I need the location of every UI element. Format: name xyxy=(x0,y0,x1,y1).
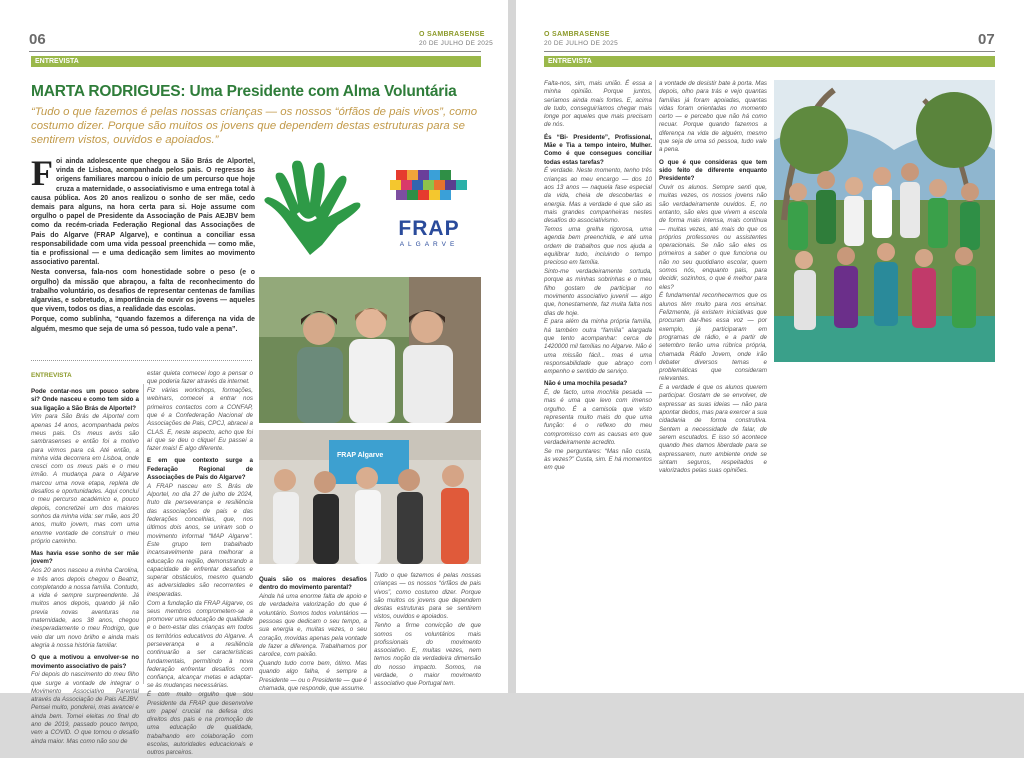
masthead-title: O SAMBRASENSE xyxy=(544,31,610,38)
text-column-3 xyxy=(259,572,367,690)
text-column-1 xyxy=(544,80,652,472)
masthead xyxy=(419,30,493,48)
answer-paragraph: Ainda há uma enorme falta de apoio e de verdadeira valorização do que é voluntário. Somos todos voluntários — pessoas que dedicam o seu tempo, a sua energia e, muitas vezes, o seu coração, movidas apenas pela vontade de fazer a diferença. Trabalhamos por carolice, com paixão. xyxy=(259,593,367,659)
answer-paragraph: Se me perguntares: “Mas não custa, às vezes?” Custa, sim. E há momentos em que xyxy=(544,447,652,472)
frap-logo-grid xyxy=(386,168,472,210)
section-bar: ENTREVISTA xyxy=(544,56,995,67)
page-right xyxy=(516,0,1024,693)
column-label: ENTREVISTA xyxy=(31,372,72,379)
section-bar: ENTREVISTA xyxy=(31,56,481,67)
rule xyxy=(544,51,995,52)
answer-paragraph: Tudo o que fazemos é pelas nossas crianças — os nossos “órfãos de pais vivos”, como costumo dizer. Porque são muitos os jovens que dependem destas estruturas para se sentirem vistos, ouvidos e apoiados. xyxy=(374,572,481,621)
answer-paragraph: É, de facto, uma mochila pesada — mas é uma que levo com imenso orgulho. É a camisola que visto representa muito mais do que uma função: é o reflexo do meu compromisso com as causas em que verdadeiramente acredito. xyxy=(544,389,652,446)
intro-text xyxy=(31,153,255,335)
frap-logo xyxy=(386,168,472,264)
frap-logo-text: FRAP xyxy=(398,217,460,240)
photo-youth-group xyxy=(774,80,995,362)
photo-banner-text: FRAP Algarve xyxy=(337,452,384,459)
text-column-4 xyxy=(374,572,481,690)
text-column-2 xyxy=(147,370,253,757)
intro-paragraph: Porque, como sublinha, “quando fazemos a diferença na vida de alguém, mesmo que seja de uma só pessoa, tudo vale a pena”. xyxy=(31,316,255,333)
column-rule xyxy=(655,80,656,364)
divider xyxy=(31,360,252,361)
page-left xyxy=(0,0,508,757)
question: O que é que consideras que tem sido feito de diferente enquanto Presidente? xyxy=(659,158,767,183)
article-title: MARTA RODRIGUES: Uma Presidente com Alma Voluntária xyxy=(31,83,457,100)
answer-paragraph: É verdade. Neste momento, tenho três crianças ao meu encargo — dos 10 aos 13 anos — naquela fase especial da vida, cheia de descobertas e energia. Mas a verdade é que são as mais grandes companheiras nestes desafios do associativismo. xyxy=(544,167,652,225)
frap-logo-sub: ALGARVE xyxy=(399,241,459,248)
answer-paragraph: estar quieta comecei logo a pensar o que poderia fazer através da internet. xyxy=(147,370,253,386)
answer-paragraph: Tenho a firme convicção de que somos os voluntários mais profissionais do movimento associativo. E, muitas vezes, nem temos noção da verdadeira dimensão do nosso impacto. Somos, na verdade, o maior movimento associativo que Portugal tem. xyxy=(374,622,481,688)
hand-logo xyxy=(258,155,370,265)
question: Quais são os maiores desafios dentro do movimento parental? xyxy=(259,576,367,592)
answer-paragraph: Falta-nos, sim, mais união. É essa a minha opinião. Porque juntos, seríamos ainda mais fortes. E, acima de tudo, conseguiríamos chegar mais longe por aqueles que mais precisam de nós. xyxy=(544,80,652,129)
masthead xyxy=(544,30,618,48)
intro-paragraph: Nesta conversa, fala-nos com honestidade sobre o peso (e o orgulho) da missão que abraçou, a falta de reconhecimento do trabalho voluntário, os desafios de representar centenas de famílias algarvias, e sobretudo, a importância de ouvir os jovens — aqueles que vivem, todos os dias, a realidade das escolas. xyxy=(31,269,255,314)
masthead-date: 20 DE JULHO DE 2025 xyxy=(419,40,493,47)
column-rule xyxy=(370,572,371,684)
answer-paragraph: E para além da minha própria família, há também outra “família” alargada que tento acompanhar: cerca de 1420000 mil famílias no Algarve. Não é uma missão fácil... mas é uma responsabilidade que abraço com empenho e sentido de serviço. xyxy=(544,318,652,376)
question: E em que contexto surge a Federação Regional de Associações de Pais do Algarve? xyxy=(147,457,253,482)
answer-paragraph: Temos uma grelha rigorosa, uma agenda bem preenchida, e até uma ordem de trabalhos que nos ajuda a equilibrar tudo, incluindo o tempo precioso em família. xyxy=(544,226,652,267)
answer-paragraph: Fiz várias workshops, formações, webinars, comecei a entrar nos primeiros contactos com a CONFAP, que é a Confederação Nacional de Associações de Pais, CPCJ, abracei a CLAS. E, neste aspecto, acho que foi aí que se deu o clique! Eu passei a fazer mais! E algo diferente. xyxy=(147,387,253,453)
dropcap: F xyxy=(31,153,53,193)
page-number: 06 xyxy=(29,31,46,48)
answer-paragraph: É fundamental reconhecermos que os alunos têm muito para nos ensinar. Felizmente, já existem iniciativas que procuram dar-lhes essa voz — por exemplo, já participaram em programas de rádio, e a partir de setembro terão uma rúbrica própria, chamada Rádio Jovem, onde irão debater diversos temas e problemáticas que consideram relevantes. xyxy=(659,292,767,383)
answer-paragraph: Foi depois do nascimento do meu filho que surge a vontade de integrar o Movimento Associativo Parental através da Associação de Pais AEJBV. Pensei muito, ponderei, mas avancei e ainda bem. Tomei eleitas no final do ano de 2019, passado pouco tempo, vem a COVID. O que tornou o desafio ainda maior. Mas como não sou de xyxy=(31,671,139,745)
answer-paragraph: É com muito orgulho que sou Presidente da FRAP que desenvolve um papel crucial na defesa dos direitos dos pais e na promoção de uma educação de qualidade, trabalhando em colaboração com escolas, autoridades educacionais e outros parceiros. xyxy=(147,691,253,757)
answer-paragraph: a vontade de desistir bate à porta. Mas depois, olho para trás e vejo quantas famílias já foram apoiadas, quantas vidas foram orientadas no momento certo — e percebo que não há como recuar. Porque quando fazemos a diferença na vida de alguém, mesmo que seja de uma só pessoa, tudo vale a pena. xyxy=(659,80,767,154)
answer-paragraph: E a verdade é que os alunos querem participar. Gostam de se envolver, de expressar as suas ideias — não para apontar dedos, mas para exercer a sua cidadania de forma construtiva. Sentem a necessidade de falar, de serem escutados. E isso só acontece quando lhes damos liberdade para se expressarem, num ambiente onde se sintam seguros, respeitados e valorizados pelas suas opiniões. xyxy=(659,384,768,475)
text-column-2 xyxy=(659,80,768,475)
question: És “Bi- Presidente”, Profissional, Mãe e Tia a tempo inteiro, Mulher. Como é que consegues conciliar todas estas tarefas? xyxy=(544,133,652,166)
masthead-date: 20 DE JULHO DE 2025 xyxy=(544,40,618,47)
article-lead: “Tudo o que fazemos é pelas nossas crianças — os nossos “órfãos de pais vivos”, como costumo dizer. Porque são muitos os jovens que dependem destas estruturas para se sentirem vistos, ouvidos e apoiados.” xyxy=(31,106,478,146)
rule xyxy=(29,51,481,52)
answer-paragraph: Aos 20 anos nasceu a minha Carolina, e três anos depois chegou o Beatriz, completando a nossa família. Contudo, a vida é sempre surpreendente. Já muitos anos depois, quando já não previa novas aventuras na maternidade, aos 38 anos, chegou inesperadamente o meu Rodrigo, que veio dar um novo brilho e ainda mais alegria à nossa história familiar. xyxy=(31,567,139,649)
photo-group-office xyxy=(259,430,481,564)
page-number: 07 xyxy=(978,31,995,48)
masthead-title: O SAMBRASENSE xyxy=(419,31,485,38)
answer-paragraph: Ouvir os alunos. Sempre senti que, muitas vezes, os nossos jovens não são verdadeiramente ouvidos. E, no entanto, são eles que vivem a escola de forma mais intensa, mais contínua — muitas vezes, até mais do que os próprios professores ou assistentes operacionais. Se não são eles os primeiros a saber o que funciona ou não no seu quotidiano escolar, quem somos nós, enquanto pais, para decidir, sozinhos, o que é melhor para eles? xyxy=(659,184,767,291)
column-rule xyxy=(143,384,144,684)
answer-paragraph: Com a fundação da FRAP Algarve, os seus membros comprometem-se a promover uma educação de qualidade e o bem-estar das crianças em todos os territórios educativos do Algarve. A perseverança e a resiliência continuarão a ser características fundamentais, permitindo à nova federação enfrentar desafios com confiança, alcançar metas e adaptar-se às mudanças necessárias. xyxy=(147,599,253,690)
question: Pode contar-nos um pouco sobre si? Onde nasceu e como tem sido a sua ligação a São Brás de Alportel? xyxy=(31,388,139,412)
answer-paragraph: Vim para São Brás de Alportel com apenas 14 anos, acompanhada pelos meus pais. Os meus avós são sambrasenses e então foi a motivo para virmos para cá. Até então, a minha vida decorrera em Lisboa, onde cresci com os meus pais e o meu irmão. A mudança para o Algarve marcou uma nova etapa, repleta de desafios e oportunidades. Aqui concluí o meu percurso académico e, pouco depois, concretizei um dos maiores sonhos da minha vida: ser mãe, aos 20 anos, muito jovem, mas com uma enorme vontade de construir o meu próprio caminho. xyxy=(31,413,140,545)
question: O que a motivou a envolver-se no movimento associativo de pais? xyxy=(31,654,139,670)
question: Não é uma mochila pesada? xyxy=(544,380,628,388)
answer-paragraph: Sinto-me verdadeiramente sortuda, porque as minhas sobrinhas e o meu filho gostam de participar no movimento associativo juvenil — algo que, honestamente, faz muita falta nos dias de hoje. xyxy=(544,268,652,317)
answer-paragraph: Quando tudo corre bem, ótimo. Mas quando algo falha, é sempre a Presidente — ou o Presidente — que é chamada, que responde, que assume. xyxy=(259,659,367,692)
text-column-1 xyxy=(31,384,140,745)
answer-paragraph: A FRAP nasceu em S. Brás de Alportel, no dia 27 de julho de 2024, fruto da perseverança e resiliência das associações de pais e das federações concelhias, que, nos últimos dois anos, se uniram sob o movimento informal “MAP Algarve”. Este grupo tem trabalhado incansavelmente para melhorar a educação na região, demonstrando a capacidade de enfrentar desafios e superar obstáculos, mesmo quando as adversidades são recorrentes e inesperadas. xyxy=(147,482,253,598)
photo-three-women xyxy=(259,277,481,423)
intro-paragraph: oi ainda adolescente que chegou a São Brás de Alportel, vinda de Lisboa, acompanhada pelos pais. O regresso às origens familiares marcou o início de um percurso que hoje cruza a maternidade, o associativismo e uma entrega total à causa pública. Aos 20 anos realizou o sonho de ser mãe, cedo demais para alguns, na hora certa para si. Hoje assume com orgulho o papel de Presidente da Associação de Pais AEJBV bem como da recém-criada Federação Regional das Associações de Pais do Algarve (FRAP Algarve), e continua a conciliar essa responsabilidade com uma vida pessoal preenchida — como mãe, tia e profissional — e uma dedicação sem limites ao movimento associativo parental. xyxy=(31,158,255,267)
question: Mas havia esse sonho de ser mãe jovem? xyxy=(31,550,139,566)
